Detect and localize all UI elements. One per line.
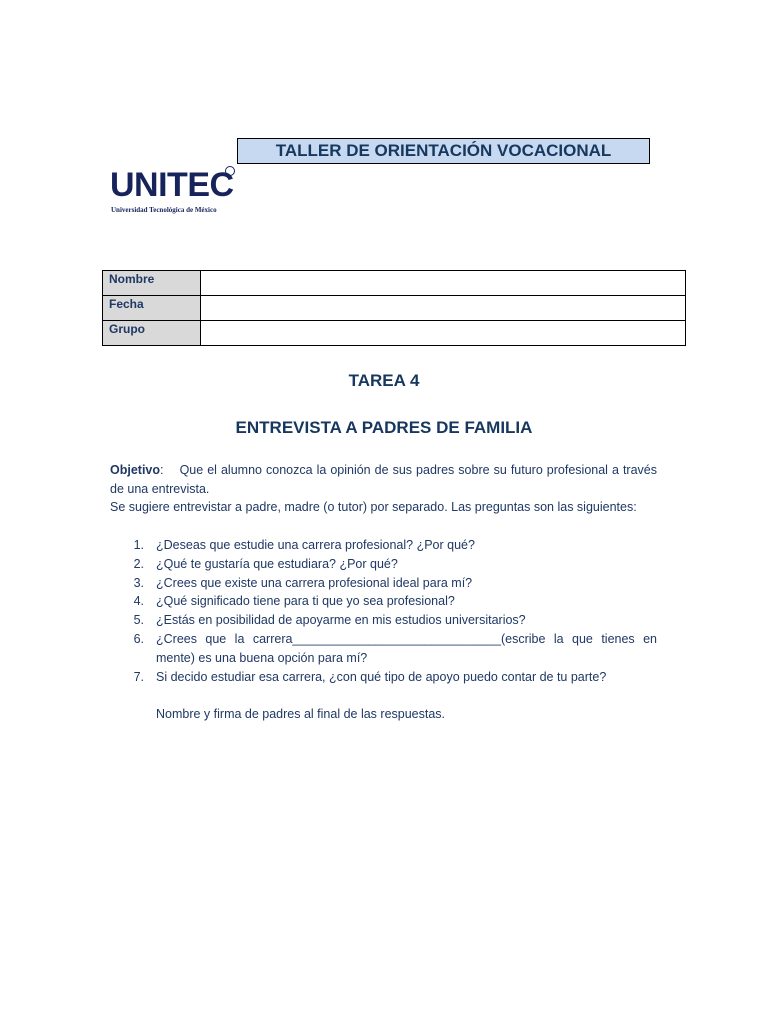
table-row: [103, 271, 686, 296]
question-number: 3.: [133, 575, 144, 590]
question-text: ¿Qué significado tiene para ti que yo sea profesional?: [156, 594, 455, 609]
objective-label: Objetivo: [110, 463, 161, 477]
question-number: 2.: [133, 556, 144, 571]
question-number: 4.: [133, 594, 144, 609]
list-item: [110, 611, 657, 630]
task-number: TAREA 4: [348, 371, 420, 390]
list-item: [110, 555, 657, 574]
registered-mark-icon: [225, 166, 235, 176]
unitec-logo: [110, 165, 240, 217]
question-text: ¿Qué te gustaría que estudiara? ¿Por qué?: [156, 556, 398, 571]
question-number: 5.: [133, 613, 144, 628]
signature-note: Nombre y firma de padres al final de las respuestas.: [156, 707, 446, 721]
group-label: Grupo: [103, 321, 201, 346]
group-field[interactable]: [201, 321, 686, 346]
question-text: ¿Crees que existe una carrera profesional ideal para mí?: [156, 575, 473, 590]
question-text: ¿Crees que la carrera______________________________(escribe la que tienes en mente) es una buena opción para mí?: [156, 631, 657, 665]
date-label: Fecha: [103, 296, 201, 321]
question-number: 1.: [133, 538, 144, 552]
table-row: [103, 321, 686, 346]
student-info-table: [102, 270, 686, 346]
intro-paragraph: Se sugiere entrevistar a padre, madre (o tutor) por separado. Las preguntas son las siguientes:: [110, 500, 637, 514]
logo-wordmark: UNITEC: [110, 166, 234, 204]
table-row: [103, 296, 686, 321]
question-text: ¿Estás en posibilidad de apoyarme en mis estudios universitarios?: [156, 613, 526, 628]
banner-title: TALLER DE ORIENTACIÓN VOCACIONAL: [275, 141, 612, 160]
logo-subtitle: Universidad Tecnológica de México: [111, 206, 217, 214]
list-item: [110, 574, 657, 593]
list-item: [110, 592, 657, 611]
questions-list: [110, 536, 657, 686]
objective-paragraph: Objetivo: Que el alumno conozca la opinión de sus padres sobre su futuro profesional a través de una entrevista.: [110, 463, 657, 496]
question-number: 6.: [133, 631, 144, 646]
question-text: Si decido estudiar esa carrera, ¿con qué tipo de apoyo puedo contar de tu parte?: [156, 669, 607, 684]
question-text: ¿Deseas que estudie una carrera profesional? ¿Por qué?: [156, 538, 475, 552]
date-field[interactable]: [201, 296, 686, 321]
list-item: [110, 630, 657, 668]
question-number: 7.: [133, 669, 144, 684]
list-item: [110, 536, 657, 555]
list-item: [110, 668, 657, 687]
header-banner: [237, 138, 650, 164]
objective-text: Que el alumno conozca la opinión de sus padres sobre su futuro profesional a través de una entrevista.: [110, 463, 657, 496]
task-title: ENTREVISTA A PADRES DE FAMILIA: [235, 418, 533, 437]
name-label: Nombre: [103, 271, 201, 296]
name-field[interactable]: [201, 271, 686, 296]
